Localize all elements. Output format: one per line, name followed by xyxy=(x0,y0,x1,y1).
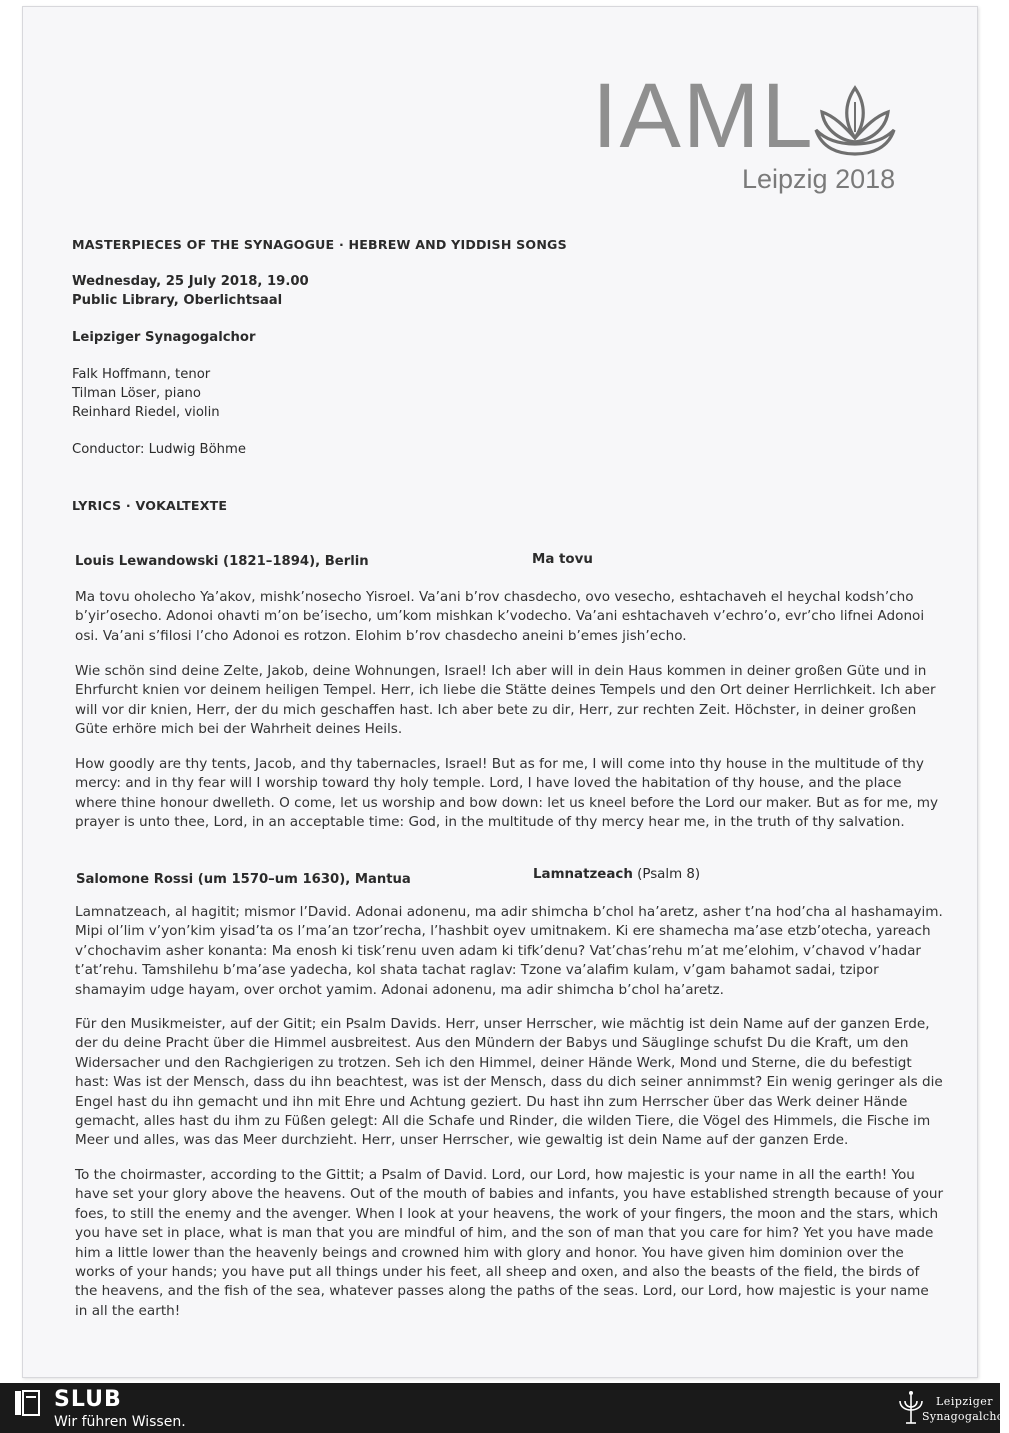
piece-2-title-note: (Psalm 8) xyxy=(637,867,701,882)
lyrics-paragraph: Lamnatzeach, al hagitit; mismor l’David. Adonai adonenu, ma adir shimcha b’chol ha’aretz, asher t’na hod’cha al hashamayim. Mipi ol’lim v’yon’kim yisad’ta os l’ma’an tzor’recha, l’hashbit oyev umitnakem. Ki ere shamecha ma’ase etzb’otecha, yareach v’chochavim asher konanta: Ma enosh ki tisk’renu uven adam ki tifk’denu? Vat’chas’rehu m’at me’elohim, v’chavod v’hadar t’at’rehu. Tamshilehu b’ma’ase yadecha, kol shata tachat raglav: Tzone va’alafim kulam, v’gam bahamot sadai, tzipor shamayim udge hayam, over orchot yamim. Adonai adonenu, ma adir shimcha b’chol ha’aretz. xyxy=(75,904,943,998)
piece-1-german xyxy=(75,662,945,740)
choir-name-line2: Synagogalchor xyxy=(922,1410,1009,1423)
logo-subtitle: Leipzig 2018 xyxy=(742,164,896,194)
ensemble xyxy=(72,328,932,347)
performer: Tilman Löser, piano xyxy=(72,386,201,401)
piece-2-composer: Salomone Rossi (um 1570–um 1630), Mantua xyxy=(76,872,411,887)
piece-2-hebrew xyxy=(75,903,945,1000)
lyrics-paragraph: Für den Musikmeister, auf der Gitit; ein Psalm Davids. Herr, unser Herrscher, wie mächtig ist dein Name auf der ganzen Erde, der du deine Pracht über die Himmel ausbreitest. Aus den Mündern der Babys und Säuglinge schufst Du die Kraft, um den Widersacher und den Rachgierigen zu trotzen. Seh ich den Himmel, deiner Hände Werk, Mond und Sterne, die du befestigt hast: Was ist der Mensch, dass du ihn beachtest, was ist der Mensch, dass du dich seiner annimmst? Ein wenig geringer als die Engel hast du ihn gemacht und ihn mit Ehre und Achtung geziert. Du hast ihn zum Herrscher über das Werk deiner Hände gemacht, alles hast du ihm zu Füßen gelegt: All die Schafe und Rinder, die wilden Tiere, die Vögel des Himmels, die Fische im Meer und alles, was das Meer durchzieht. Herr, unser Herrscher, wie gewaltig ist dein Name auf der ganzen Erde. xyxy=(75,1016,943,1149)
event-details xyxy=(72,272,932,310)
piece-2-heading xyxy=(533,867,700,882)
program-title: MASTERPIECES OF THE SYNAGOGUE · HEBREW AND YIDDISH SONGS xyxy=(72,237,567,252)
library-tagline: Wir führen Wissen. xyxy=(54,1414,186,1430)
piece-1-composer: Louis Lewandowski (1821–1894), Berlin xyxy=(75,554,369,569)
piece-2-title: Lamnatzeach xyxy=(533,867,633,882)
piece-2-german xyxy=(75,1015,945,1151)
iaml-logo xyxy=(592,65,902,198)
header-block xyxy=(72,235,932,254)
lyrics-paragraph: Wie schön sind deine Zelte, Jakob, deine Wohnungen, Israel! Ich aber will in dein Haus kommen in deiner großen Güte und in Ehrfurcht knien vor deinem heiligen Tempel. Herr, ich liebe die Stätte deines Tempels und den Ort deiner Herrlichkeit. Ich aber will vor dir knien, Herr, der du mich geschaffen hast. Ich aber bete zu dir, Herr, zur rechten Zeit. Höchster, in deiner großen Güte erhöre mich bei der Wahrheit deines Heils. xyxy=(75,663,936,738)
piece-1-english xyxy=(75,755,945,833)
ensemble-name: Leipziger Synagogalchor xyxy=(72,330,256,345)
footer-bar xyxy=(0,1383,1009,1433)
book-icon xyxy=(14,1389,40,1417)
lotus-icon xyxy=(814,82,896,158)
performer: Reinhard Riedel, violin xyxy=(72,405,220,420)
library-name[interactable]: SLUB xyxy=(54,1387,122,1412)
lyrics-paragraph: To the choirmaster, according to the Gittit; a Psalm of David. Lord, our Lord, how majestic is your name in all the earth! You have set your glory above the heavens. Out of the mouth of babies and infants, you have established strength because of your foes, to still the enemy and the avenger. When I look at your heavens, the work of your fingers, the moon and the stars, which you have set in place, what is man that you are mindful of him, and the son of man that you care for him? Yet you have made him a little lower than the heavenly beings and crowned him with glory and honor. You have given him dominion over the works of your hands; you have put all things under his feet, all sheep and oxen, and also the beasts of the field, the birds of the heavens, and the fish of the sea, whatever passes along the paths of the seas. Lord, our Lord, how majestic is your name in all the earth! xyxy=(75,1167,944,1319)
piece-1-hebrew xyxy=(75,588,945,646)
choir-name-line1: Leipziger xyxy=(936,1395,993,1408)
logo-text: IAML xyxy=(592,65,815,167)
lyrics-paragraph: How goodly are thy tents, Jacob, and thy tabernacles, Israel! But as for me, I will come into thy house in the multitude of thy mercy: and in thy fear will I worship toward thy holy temple. Lord, I have loved the habitation of thy house, and the place where thine honour dwelleth. O come, let us worship and bow down: let us kneel before the Lord our maker. But as for me, my prayer is unto thee, Lord, in an acceptable time: God, in the multitude of thy mercy hear me, in the truth of thy salvation. xyxy=(75,756,939,831)
conductor-text: Conductor: Ludwig Böhme xyxy=(72,442,246,457)
event-date: Wednesday, 25 July 2018, 19.00 xyxy=(72,274,309,289)
lyrics-heading-block xyxy=(72,496,932,515)
performers-list xyxy=(72,365,932,422)
lyrics-heading: LYRICS · VOKALTEXTE xyxy=(72,498,228,513)
piece-2-english xyxy=(75,1166,945,1321)
event-venue: Public Library, Oberlichtsaal xyxy=(72,293,283,308)
conductor xyxy=(72,440,932,459)
lyrics-paragraph: Ma tovu oholecho Ya’akov, mishk’nosecho Yisroel. Va’ani b’rov chasdecho, ovo vesecho, eshtachaveh el heychal kodsh’cho b’yir’osecho. Adonoi ohavti m’on be’isecho, um’kom mishkan k’vodecho. Va’ani eshtachaveh v’echro’o, evr’cho lifnei Adonoi osi. Va’ani s’filosi l’cho Adonoi es rotzon. Elohim b’rov chasdecho aneini b’emes jish’echo. xyxy=(75,589,925,644)
performer: Falk Hoffmann, tenor xyxy=(72,367,211,382)
piece-1-title: Ma tovu xyxy=(532,552,593,567)
